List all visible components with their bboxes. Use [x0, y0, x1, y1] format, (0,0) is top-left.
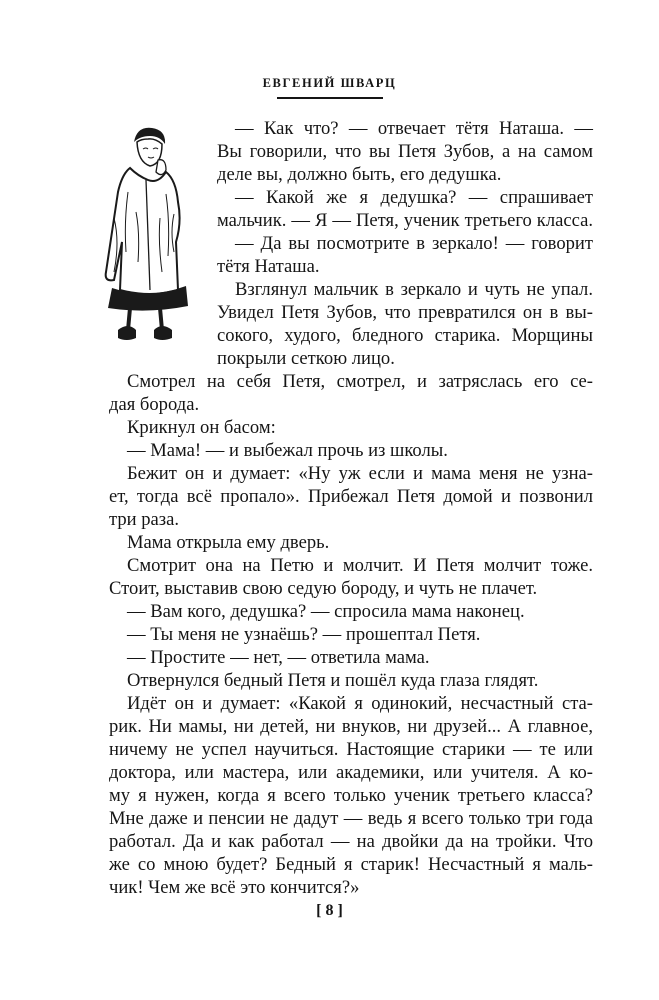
text-line: Стоит, выставив свою седую бороду, и чуть не плачет.	[109, 578, 538, 599]
text-line: — Ты меня не узнаёшь? — прошептал Петя.	[127, 624, 481, 645]
text-line: — Мама! — и выбежал прочь из школы.	[127, 440, 448, 461]
text-line: дая борода.	[109, 394, 200, 415]
text-line: Смотрел на себя Петя, смотрел, и затряслась его се-	[127, 371, 593, 392]
text-line: же со мною будет? Бедный я старик! Несчастный я маль-	[109, 854, 593, 875]
text-line: тётя Наташа.	[217, 256, 320, 277]
text-line: Вы говорили, что вы Петя Зубов, а на самом	[217, 141, 593, 162]
text-line: — Простите — нет, — ответила мама.	[127, 647, 430, 668]
text-line: работал. Да и как работал — на двойки да на тройки. Что	[109, 831, 593, 852]
text-line: рик. Ни мамы, ни детей, ни внуков, ни друзей... А главное,	[109, 716, 593, 737]
text-line: доктора, или мастера, или академики, или учителя. А ко-	[109, 762, 593, 783]
text-line: Взглянул мальчик в зеркало и чуть не упал.	[235, 279, 593, 300]
text-line: сокого, худого, бледного старика. Морщины	[217, 325, 593, 346]
text-line: мальчик. — Я — Петя, ученик третьего класса.	[217, 210, 593, 231]
text-line: Смотрит она на Петю и молчит. И Петя молчит тоже.	[127, 555, 593, 576]
text-line: — Как что? — отвечает тётя Наташа. —	[235, 118, 593, 139]
text-line: му я нужен, когда я всего только ученик третьего класса?	[109, 785, 593, 806]
text-line: Идёт он и думает: «Какой я одинокий, несчастный ста-	[127, 693, 593, 714]
text-line: чик! Чем же всё это кончится?»	[109, 877, 360, 898]
running-head: ЕВГЕНИЙ ШВАРЦ	[262, 76, 397, 90]
text-line: — Какой же я дедушка? — спрашивает	[235, 187, 593, 208]
text-line: Мне даже и пенсии не дадут — ведь я всего только три года	[109, 808, 593, 829]
header-rule	[277, 97, 383, 99]
text-line: Крикнул он басом:	[127, 417, 276, 438]
text-line: Бежит он и думает: «Ну уж если и мама меня не узна-	[127, 463, 593, 484]
old-woman-illustration	[100, 122, 195, 350]
text-line: ет, тогда всё пропало». Прибежал Петя домой и позвонил	[109, 486, 593, 507]
text-line: — Вам кого, дедушка? — спросила мама наконец.	[127, 601, 525, 622]
text-line: три раза.	[109, 509, 180, 530]
text-line: ничему не успел научиться. Настоящие старики — те или	[109, 739, 593, 760]
text-line: Увидел Петя Зубов, что превратился он в вы-	[217, 302, 593, 323]
text-line: Мама открыла ему дверь.	[127, 532, 330, 553]
text-line: деле вы, должно быть, его дедушка.	[217, 164, 502, 185]
text-line: Отвернулся бедный Петя и пошёл куда глаза глядят.	[127, 670, 539, 691]
text-line: — Да вы посмотрите в зеркало! — говорит	[235, 233, 593, 254]
page-number: [ 8 ]	[316, 902, 343, 919]
text-line: покрыли сеткою лицо.	[217, 348, 395, 369]
